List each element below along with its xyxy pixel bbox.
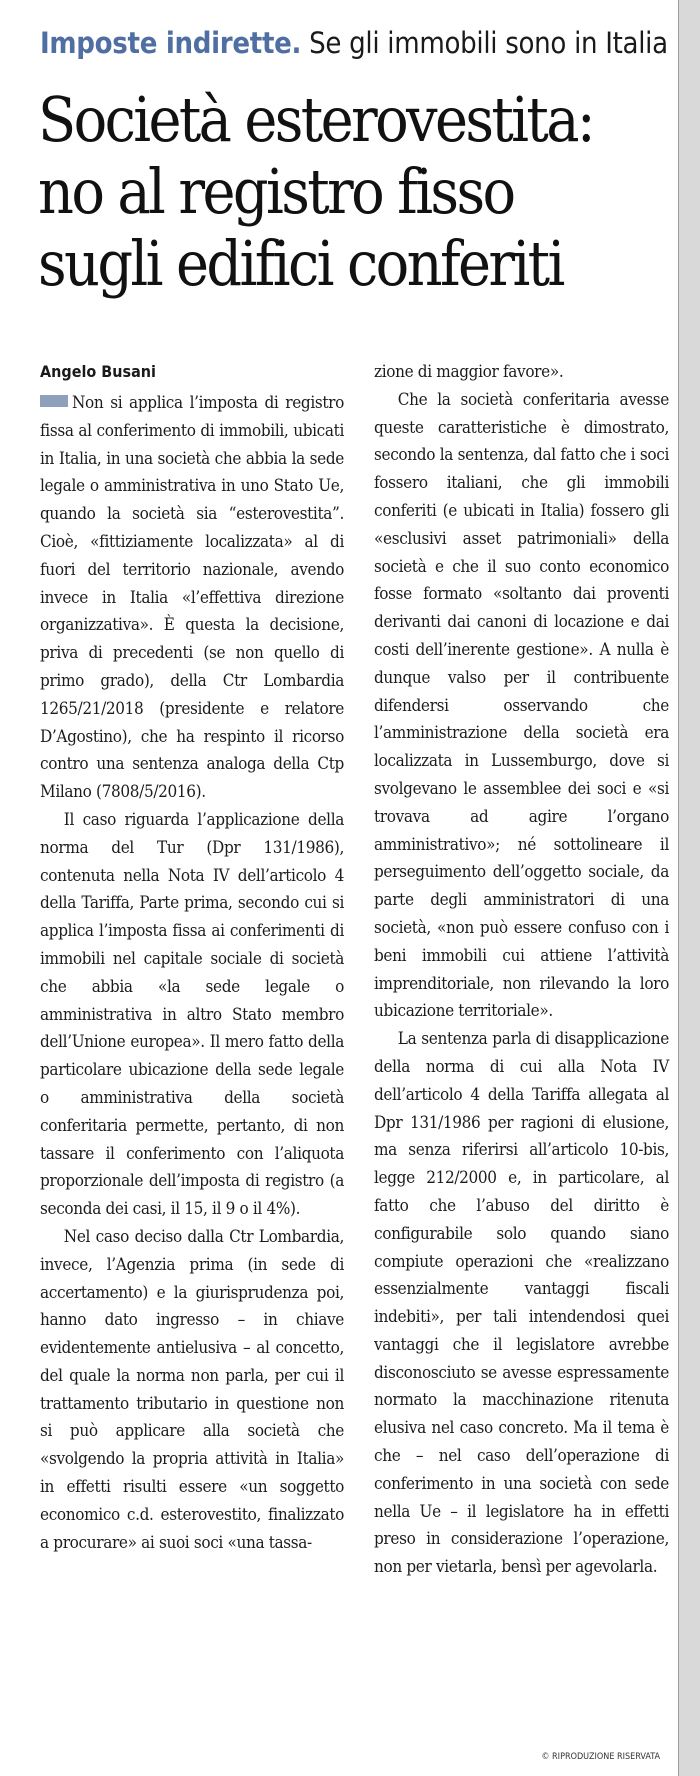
kicker-tag: Imposte indirette.	[40, 26, 302, 60]
copyright-notice: © RIPRODUZIONE RISERVATA	[541, 1752, 660, 1762]
paragraph-5: La sentenza parla di disapplicazione della norma di cui alla Nota IV dell’articolo 4 della Tariffa allegata al Dpr 131/1986 per ragioni di elusione, ma senza riferirsi all’articolo 10-bis, legge 212/2000 e, in particolare, al fatto che l’abuso del diritto è configurabile solo quando siano compiute operazioni che «realizzano essenzialmente vantaggi fiscali indebiti», per tali intendendosi quei vantaggi che il legislatore avrebbe disconosciuto se avesse espressamente normato la macchinazione ritenuta elusiva nel caso concreto. Ma il tema è che – nel caso dell’operazione di conferimento in una società con sede nella Ue – il legislatore ha in effetti preso in considerazione l’operazione, non per vietarla, bensì per agevolarla.	[374, 1029, 669, 1578]
paragraph-3-continued: zione di maggior favore».	[374, 362, 564, 382]
kicker	[40, 26, 668, 60]
headline	[38, 84, 678, 300]
paragraph-4: Che la società conferitaria avesse queste caratteristiche è dimostrato, secondo la sentenza, dal fatto che i soci fossero italiani, che gli immobili conferiti (e ubicati in Italia) fossero gli «esclusivi asset patrimoniali» della società e che il suo conto economico fosse formato «soltanto dai proventi derivanti dai canoni di locazione e dai costi dell’inerente gestione». A nulla è dunque valso per il contribuente difendersi osservando che l’amministrazione della società era localizzata in Lussemburgo, dove si svolgevano le assemblee dei soci e «si trovava ad agire l’organo amministrativo»; né sottolineare il perseguimento dell’oggetto sociale, da parte degli amministratori di una società, «non può essere confuso con i beni immobili cui attiene l’attività imprenditoriale, non rilevando la loro ubicazione territoriale».	[374, 389, 669, 1022]
headline-line-3: sugli edifici conferiti	[38, 226, 563, 300]
article-column-right	[374, 359, 669, 1582]
paragraph-2: Il caso riguarda l’applicazione della norma del Tur (Dpr 131/1986), contenuta nella Nota IV dell’articolo 4 della Tariffa, Parte prima, secondo cui si applica l’imposta fissa ai conferimenti di immobili nel capitale sociale di società che abbia «la sede legale o amministrativa in altro Stato membro dell’Unione europea». Il mero fatto della particolare ubicazione della sede legale o amministrativa della società conferitaria permette, pertanto, di non tassare il conferimento con l’aliquota proporzionale dell’imposta di registro (a seconda dei casi, il 15, il 9 o il 4%).	[40, 809, 344, 1220]
byline: Angelo Busani	[40, 362, 156, 381]
paragraph-1-text: Non si applica l’imposta di registro fissa al conferimento di immobili, ubicati in Italia, in una società che abbia la sede legale o amministrativa in uno Stato Ue, quando la società sia “esterovestita”. Cioè, «fittiziamente localizzata» al di fuori del territorio nazionale, avendo invece in Italia «l’effettiva direzione organizzativa». È questa la decisione, priva di precedenti (se non quello di primo grado), della Ctr Lombardia 1265/21/2018 (presidente e relatore D’Agostino), che ha respinto il ricorso contro una sentenza analoga della Ctp Milano (7808/5/2016).	[40, 393, 344, 803]
paragraph-3: Nel caso deciso dalla Ctr Lombardia, invece, l’Agenzia prima (in sede di accertamento) e la giurisprudenza poi, hanno dato ingresso – in chiave evidentemente antielusiva – al concetto, del quale la norma non parla, per cui il trattamento tributario in questione non si può applicare alla società che «svolgendo la propria attività in Italia» in effetti risulti essere «un soggetto economico c.d. esterovestito, finalizzato a procurare» ai suoi soci «una tassa-	[40, 1226, 344, 1553]
lead-marker-icon	[40, 395, 68, 407]
kicker-subtitle: Se gli immobili sono in Italia	[309, 26, 668, 60]
headline-line-2: no al registro fisso	[38, 154, 514, 228]
headline-line-1: Società esterovestita:	[38, 83, 594, 156]
paragraph-1	[40, 390, 344, 807]
article-column-left	[40, 390, 344, 1557]
